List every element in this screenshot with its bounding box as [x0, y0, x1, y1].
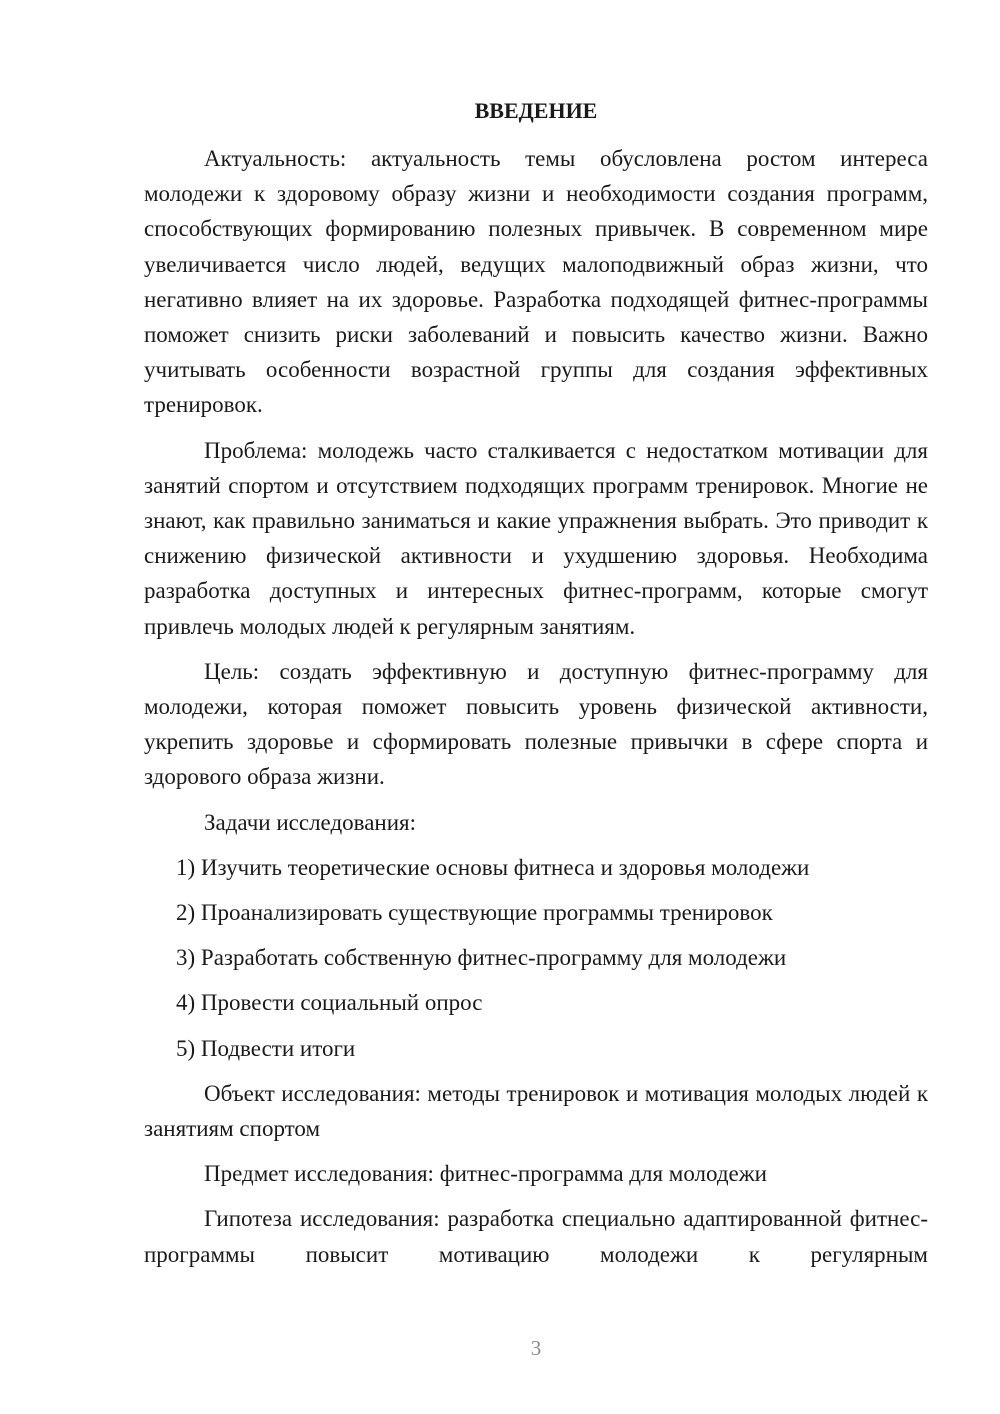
- list-item: 5) Подвести итоги: [176, 1035, 356, 1061]
- page-title: ВВЕДЕНИЕ: [474, 98, 598, 123]
- paragraph-subject: Предмет исследования: фитнес-программа для молодежи: [204, 1161, 767, 1187]
- paragraph-goal: Цель: создать эффективную и доступную фитнес-программу для молодежи, которая поможет повысить уровень физической активности, укрепить здоровье и сформировать полезные привычки в сфере спорта и здорового образа жизни.: [144, 658, 928, 790]
- list-item: 3) Разработать собственную фитнес-программу для молодежи: [176, 945, 787, 971]
- paragraph-actuality: Актуальность: актуальность темы обусловлена ростом интереса молодежи к здоровому образу жизни и необходимости создания программ, способствующих формированию полезных привычек. В современном мире увеличивается число людей, ведущих малоподвижный образ жизни, что негативно влияет на их здоровье. Разработка подходящей фитнес-программы поможет снизить риски заболеваний и повысить качество жизни. Важно учитывать особенности возрастной группы для создания эффективных тренировок.: [144, 146, 928, 418]
- paragraph-object: Объект исследования: методы тренировок и мотивация молодых людей к занятиям спортом: [144, 1080, 928, 1142]
- document-body: [144, 141, 928, 1282]
- paragraph-problem: Проблема: молодежь часто сталкивается с недостатком мотивации для занятий спортом и отсутствием подходящих программ тренировок. Многие не знают, как правильно заниматься и какие упражнения выбрать. Это приводит к снижению физической активности и ухудшению здоровья. Необходима разработка доступных и интересных фитнес-программ, которые смогут привлечь молодых людей к регулярным занятиям.: [144, 437, 928, 639]
- list-item: 1) Изучить теоретические основы фитнеса и здоровья молодежи: [176, 854, 810, 880]
- tasks-list: [144, 850, 928, 1066]
- list-item: 2) Проанализировать существующие программы тренировок: [176, 900, 773, 926]
- page-number: 3: [530, 1336, 542, 1360]
- list-item: 4) Провести социальный опрос: [176, 990, 483, 1016]
- tasks-heading: Задачи исследования:: [204, 809, 417, 835]
- paragraph-hypothesis: Гипотеза исследования: разработка специально адаптированной фитнес-программы повысит мотивацию молодежи к регулярным: [144, 1206, 928, 1267]
